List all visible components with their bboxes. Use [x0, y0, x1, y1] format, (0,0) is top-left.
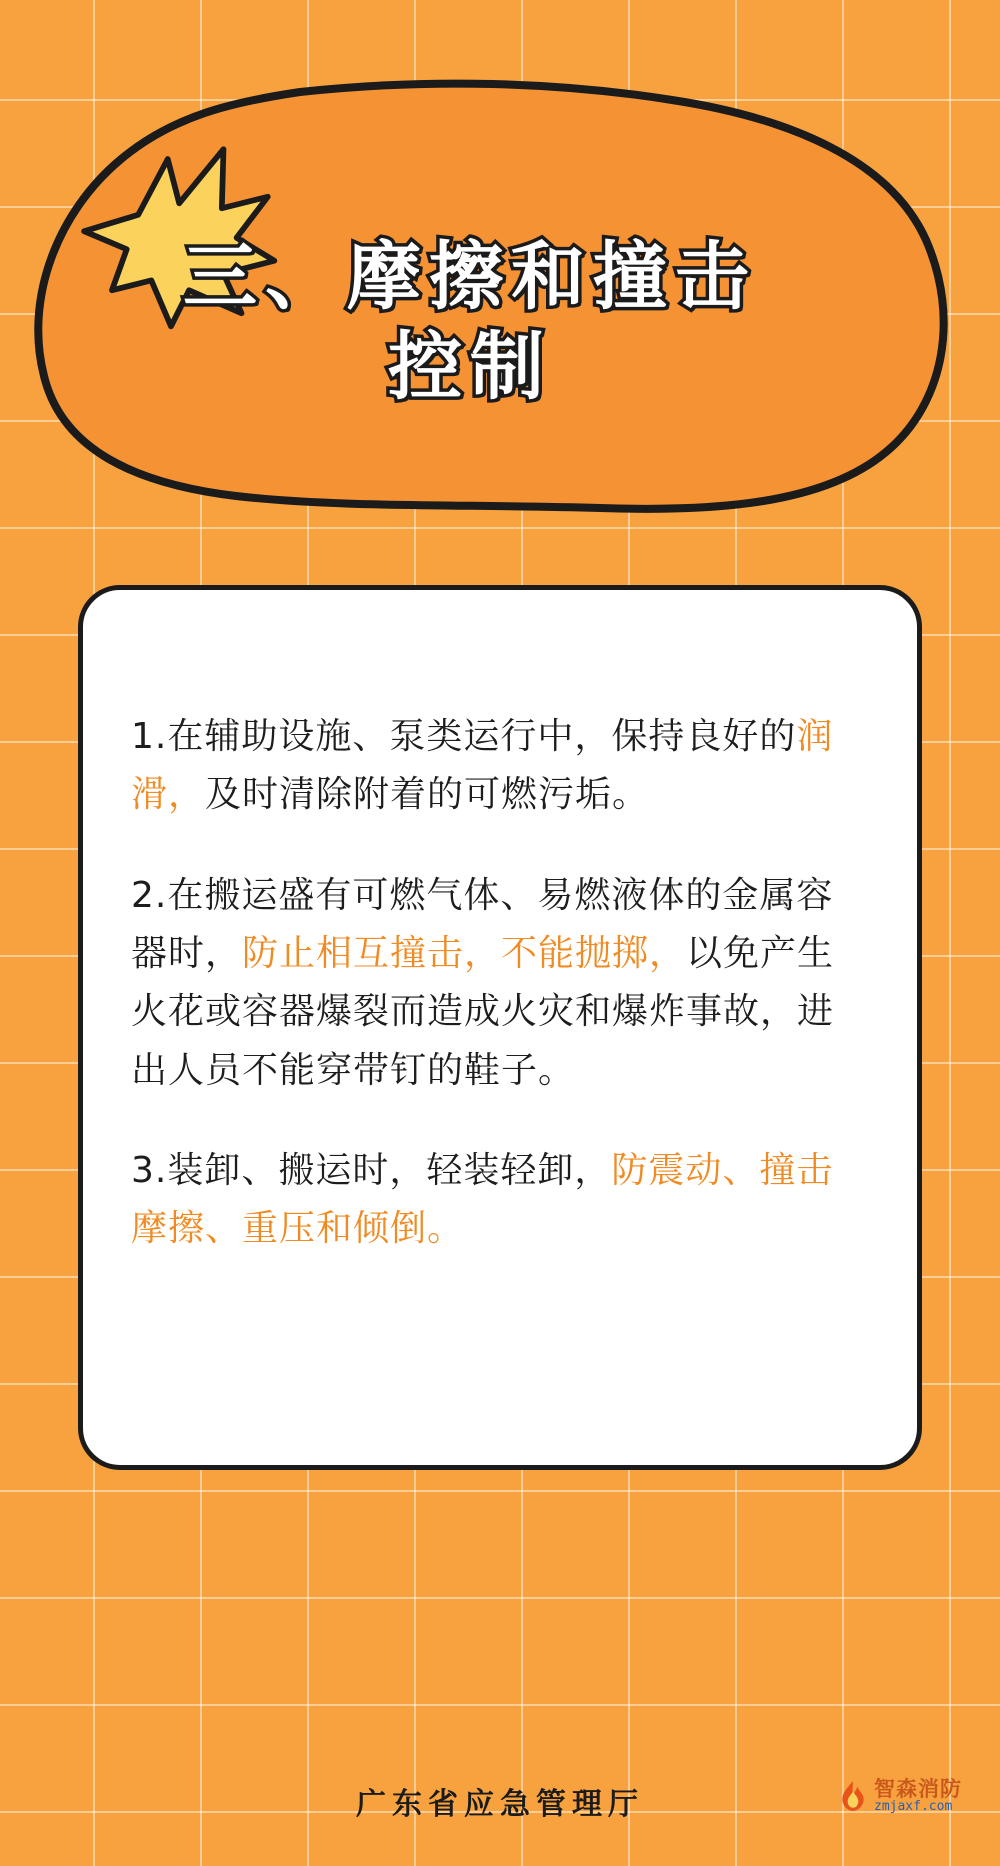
- text-highlight: 防震动、撞击摩擦、重压和倾倒。: [131, 1149, 834, 1250]
- page-title-line-1: 三、摩擦和撞击: [183, 234, 757, 320]
- footer: [0, 1761, 1000, 1866]
- watermark: [836, 1769, 986, 1823]
- watermark-url: zmjaxf.com: [874, 1799, 953, 1815]
- list-item: [131, 708, 869, 825]
- text-plain: 及时清除附着的可燃污垢。: [205, 774, 650, 816]
- page-title-line-2: 控制: [388, 324, 552, 411]
- footer-organization: 广东省应急管理厅: [356, 1787, 644, 1822]
- list-item: [131, 867, 869, 1100]
- text-highlight: 润滑，: [131, 716, 834, 816]
- list-item: [131, 1142, 869, 1259]
- header-banner: [0, 60, 1000, 530]
- text-plain: 1.在辅助设施、泵类运行中，保持良好的: [131, 716, 797, 757]
- text-highlight: 防止相互撞击，不能抛掷，: [242, 932, 687, 974]
- text-plain: 2.在搬运盛有可燃气体、易燃液体的金属容器时，: [131, 874, 834, 974]
- content-card: [78, 585, 922, 1470]
- text-plain: 以免产生火花或容器爆裂而造成火灾和爆炸事故，进出人员不能穿带钉的鞋子。: [131, 932, 835, 1091]
- page-title: [120, 232, 820, 413]
- watermark-title: 智森消防: [874, 1777, 962, 1802]
- text-plain: 3.装卸、搬运时，轻装轻卸，: [131, 1149, 612, 1191]
- flame-icon: [836, 1779, 870, 1813]
